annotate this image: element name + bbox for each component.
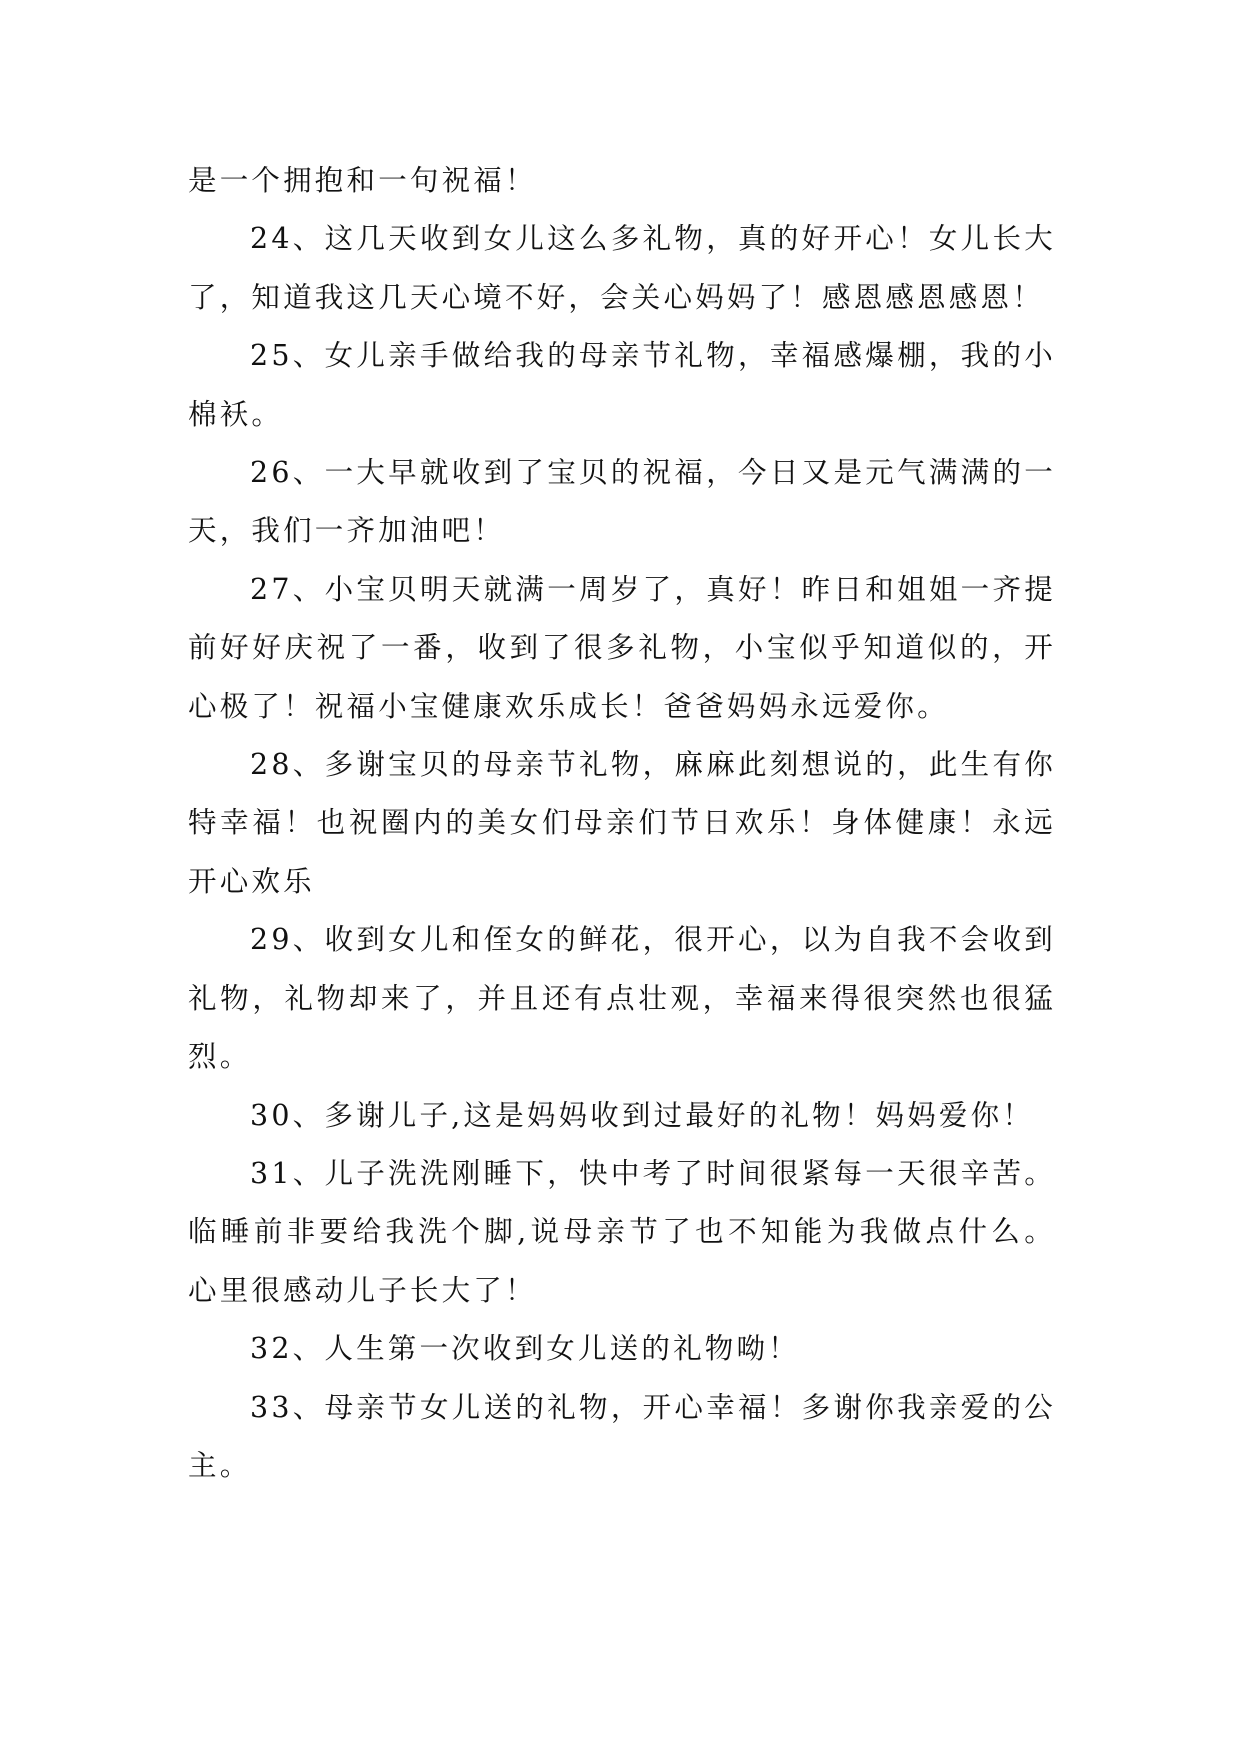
paragraph-item-30: 30、多谢儿子,这是妈妈收到过最好的礼物！妈妈爱你！ bbox=[250, 1098, 1035, 1132]
paragraph-item-28: 28、多谢宝贝的母亲节礼物，麻麻此刻想说的，此生有你特幸福！也祝圈内的美女们母亲们节日欢乐！身体健康！永远开心欢乐 bbox=[188, 748, 1056, 898]
paragraph-item-24: 24、这几天收到女儿这么多礼物，真的好开心！女儿长大了，知道我这几天心境不好，会关心妈妈了！感恩感恩感恩！ bbox=[188, 222, 1056, 314]
paragraph-item-33: 33、母亲节女儿送的礼物，开心幸福！多谢你我亲爱的公主。 bbox=[188, 1390, 1056, 1482]
paragraph-item-31: 31、儿子洗洗刚睡下，快中考了时间很紧每一天很辛苦。临睡前非要给我洗个脚,说母亲节了也不知能为我做点什么。心里很感动儿子长大了！ bbox=[188, 1156, 1056, 1307]
paragraph-item-32: 32、人生第一次收到女儿送的礼物呦！ bbox=[250, 1332, 800, 1366]
paragraph-continuation: 是一个拥抱和一句祝福！ bbox=[188, 164, 537, 197]
paragraph-item-25: 25、女儿亲手做给我的母亲节礼物，幸福感爆棚，我的小棉袄。 bbox=[188, 339, 1056, 431]
document-body bbox=[188, 152, 1056, 1495]
paragraph-item-26: 26、一大早就收到了宝贝的祝福，今日又是元气满满的一天，我们一齐加油吧！ bbox=[188, 456, 1056, 548]
paragraph-item-29: 29、收到女儿和侄女的鲜花，很开心，以为自我不会收到礼物，礼物却来了，并且还有点壮观，幸福来得很突然也很猛烈。 bbox=[188, 923, 1056, 1074]
paragraph-item-27: 27、小宝贝明天就满一周岁了，真好！昨日和姐姐一齐提前好好庆祝了一番，收到了很多礼物，小宝似乎知道似的，开心极了！祝福小宝健康欢乐成长！爸爸妈妈永远爱你。 bbox=[188, 572, 1056, 723]
